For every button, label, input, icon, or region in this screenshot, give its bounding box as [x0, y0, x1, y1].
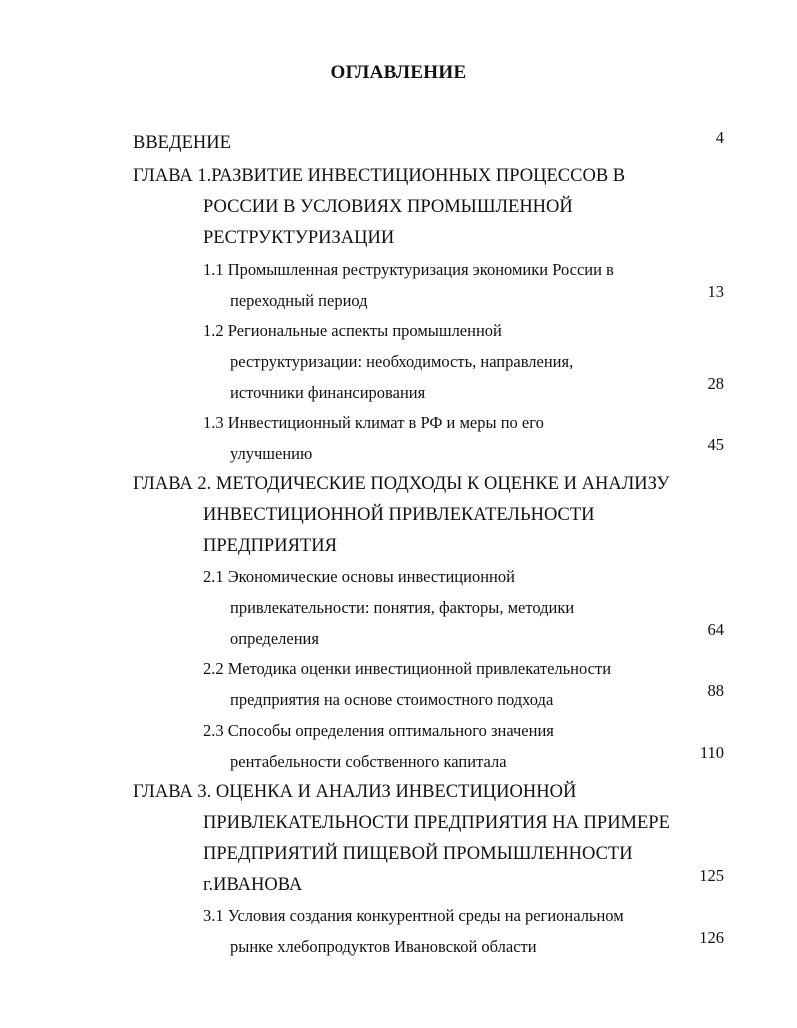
- toc-page-number: 110: [699, 743, 724, 762]
- toc-chapter-line: ГЛАВА 2. МЕТОДИЧЕСКИЕ ПОДХОДЫ К ОЦЕНКЕ И АНАЛИЗУ: [133, 474, 670, 494]
- toc-page-number: 125: [699, 866, 724, 885]
- toc-chapter-line: ПРЕДПРИЯТИЙ ПИЩЕВОЙ ПРОМЫШЛЕННОСТИ: [203, 844, 633, 864]
- toc-chapter-line: ПРИВЛЕКАТЕЛЬНОСТИ ПРЕДПРИЯТИЯ НА ПРИМЕРЕ: [203, 813, 670, 833]
- toc-section-line: улучшению: [230, 444, 313, 463]
- toc-section-line: рентабельности собственного капитала: [230, 752, 507, 771]
- toc-page-number: 126: [699, 928, 724, 947]
- toc-section-line: 1.2 Региональные аспекты промышленной: [203, 321, 502, 340]
- toc-section-line: источники финансирования: [230, 383, 426, 402]
- toc-intro-label: ВВЕДЕНИЕ: [133, 133, 231, 153]
- toc-chapter-line: ГЛАВА 1.РАЗВИТИЕ ИНВЕСТИЦИОННЫХ ПРОЦЕССОВ В: [133, 166, 626, 186]
- toc-section-line: привлекательности: понятия, факторы, методики: [230, 598, 575, 617]
- toc-page-number: 4: [715, 128, 724, 147]
- toc-section-line: предприятия на основе стоимостного подхода: [230, 690, 554, 709]
- toc-chapter-line: РОССИИ В УСЛОВИЯХ ПРОМЫШЛЕННОЙ: [203, 197, 573, 217]
- toc-section-line: реструктуризации: необходимость, направления,: [230, 352, 574, 371]
- toc-page-number: 88: [707, 681, 724, 700]
- toc-chapter-line: г.ИВАНОВА: [203, 875, 303, 895]
- toc-section-line: определения: [230, 629, 319, 648]
- toc-page-number: 28: [707, 374, 724, 393]
- toc-page-number: 13: [707, 282, 724, 301]
- toc-page-number: 45: [707, 435, 724, 454]
- toc-chapter-line: ПРЕДПРИЯТИЯ: [203, 536, 337, 556]
- toc-section-line: переходный период: [230, 291, 368, 310]
- toc-section-line: 1.3 Инвестиционный климат в РФ и меры по его: [203, 413, 544, 432]
- toc-section-line: 3.1 Условия создания конкурентной среды на региональном: [203, 906, 624, 925]
- toc-section-line: 2.1 Экономические основы инвестиционной: [203, 567, 515, 586]
- toc-chapter-line: ГЛАВА 3. ОЦЕНКА И АНАЛИЗ ИНВЕСТИЦИОННОЙ: [133, 782, 577, 802]
- toc-page-number: 64: [707, 620, 724, 639]
- toc-section-line: 1.1 Промышленная реструктуризация экономики России в: [203, 260, 614, 279]
- toc-chapter-line: РЕСТРУКТУРИЗАЦИИ: [203, 228, 395, 248]
- toc-section-line: 2.2 Методика оценки инвестиционной привлекательности: [203, 659, 612, 678]
- toc-section-line: 2.3 Способы определения оптимального значения: [203, 721, 554, 740]
- toc-chapter-line: ИНВЕСТИЦИОННОЙ ПРИВЛЕКАТЕЛЬНОСТИ: [203, 505, 595, 525]
- page-title: ОГЛАВЛЕНИЕ: [330, 62, 467, 83]
- toc-section-line: рынке хлебопродуктов Ивановской области: [230, 937, 537, 956]
